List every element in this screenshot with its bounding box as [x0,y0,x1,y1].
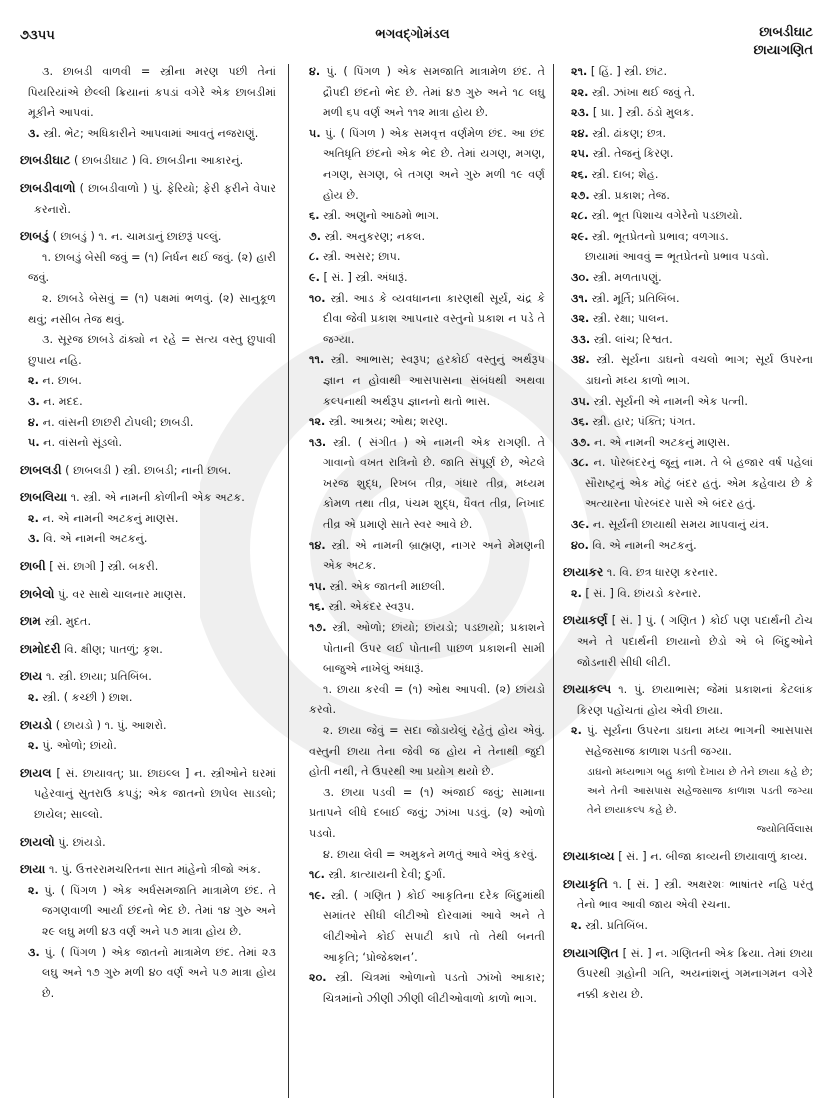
column-3 [563,62,813,1005]
sense-text: પું. ઓળો; છાંયો. [42,739,117,753]
sense-number: ૧૮. [309,868,325,882]
sense-number: ૧૦. [309,291,326,305]
sense-number: ૪૦. [571,538,589,552]
headword: છાયલ [20,765,52,780]
sense-text: પું. ( પિંગળ ) એક જાતનો માત્રામેળ છંદ. તેમાં ૨૩ લઘુ અને ૧૭ ગુરુ મળી ૪૦ વર્ણ અને ૫૭ માત્રા હોય છે. [42,945,276,1000]
column-2 [301,62,545,1009]
sense [28,509,276,530]
idiom-phrase: છાયામાં આવવું = ભૂતપ્રેતનો પ્રભાવ પડવો. [585,250,770,264]
definition-text: ( છાબડીવાળો ) પું. ફેરિયો; ફેરી ફરીને વેપાર કરનારો. [34,181,277,216]
sense-text: વિ. એ નામની અટકનું. [592,538,697,552]
definition-text: [ સં. ] ન. બીજા કાવ્યની છાયાવાળું કાવ્ય. [618,850,808,864]
dictionary-entry [20,639,276,661]
sense-text: સ્ત્રી. ( ગણિત ) કોઈ આકૃતિના દરેક બિંદુમાંથી સમાંતર સીધી લીટીઓ દોરવામાં આવે અને તે લીટીઓને કોઈ સપાટી કાપે તો તેથી બનતી આકૃતિ; ‘પ્રોજેક્શન’. [323,888,546,964]
sense [571,515,813,536]
definition-text: વિ. ક્ષીણ; પાતળું; કૃશ. [64,642,163,656]
sense [309,227,545,248]
sense [28,943,276,1005]
sense [28,392,276,413]
sense-text: સ્ત્રી. મૂર્તિ; પ્રતિબિંબ. [591,291,680,305]
sense [309,62,545,124]
dictionary-entry [20,178,276,220]
headword: છાયાકલ્પ [563,682,612,697]
sense [571,916,813,937]
sense [309,433,545,536]
definition-text: [ સં. ] પું. ( ગણિત ) કોઈ પણ પદાર્થની ટોચ અને તે પદાર્થની છાયાનો છેડો એ બે બિંદુઓને જોડનારી સીધી લીટી. [577,614,813,669]
sense-number: ૩૬. [571,415,589,429]
sense-text: સ્ત્રી. રક્ષા; પાલન. [592,312,669,326]
headword: છાયાકાવ્ય [563,849,615,864]
dictionary-entry [20,666,276,688]
sense [28,881,276,943]
sense-number: ૩૯. [571,518,590,532]
dictionary-entry [20,611,276,633]
sense-number: ૩. [28,945,40,959]
dictionary-entry [20,226,276,248]
sense-text: સ્ત્રી. દાબ; શેહ. [591,167,659,181]
dictionary-entry [20,715,276,737]
sense-number: ૨. [28,739,39,753]
sense [309,865,545,886]
sense-number: ૨. [28,511,39,525]
sense [28,124,276,145]
dictionary-entry [563,679,813,721]
dictionary-entry [20,763,276,826]
sense-text: સ્ત્રી. અનુકરણ; નકલ. [324,229,426,243]
sense [309,618,545,680]
sense-text: ન. વાંસની છાછરી ટોપલી; છાબડી. [42,415,194,429]
sense-text: સ્ત્રી. ભૂત પિશાચ વગેરેનો પડછાયો. [591,209,743,223]
sense [571,330,813,351]
definition-text: [ સં. છાયાવત્; પ્રા. છાઇલ્લ ] ન. સ્ત્રીઓને ઘરમાં પહેરવાનું સુતરાઉ કપડું; એક જાતનો છાપેલ સાડલો; છાયેલ; સાલ્લો. [34,766,276,821]
headword: છાબી [20,559,46,574]
sense-text: સ્ત્રી. ચિત્રમાં ઓળાનો પડતો ઝાંખો આકાર; ચિત્રમાંનો ઝીણી ઝીણી લીટીઓવાળો કાળો ભાગ. [323,971,545,1005]
sense-text: વિ. એ નામની અટકનું. [43,532,148,546]
sense-number: ૩૧. [571,291,589,305]
sense [571,350,813,391]
sense-number: ૩૩. [571,332,591,346]
column-1 [20,62,276,1004]
definition-text: ૧. પું. ઉત્તરરામચરિતના સાત માંહેનો ત્રીજો અંક. [48,863,261,877]
dictionary-entry [563,846,813,868]
dictionary-entry [20,150,276,172]
definition-text: ૧. વિ. છત્ર ધારણ કરનાર. [606,566,718,580]
sense [309,968,545,1009]
sense-number: ૯. [309,270,320,284]
sense-text: પું. ( પિંગળ ) એક સમજાતિ માત્રામેળ છંદ. તે દ્રૌપદી છંદનો ભેદ છે. તેમાં ૪૭ ગુરુ અને ૧૮ લઘુ મળી ૬૫ વર્ણ અને ૧૧૨ માત્રા હોય છે. [323,65,545,120]
column-divider [288,64,289,1098]
sense-text: સ્ત્રી. સૂર્યના ડાઘનો વચલો ભાગ; સૂર્ય ઉપરના ડાઘનો મધ્ય કાળો ભાગ. [585,353,813,387]
sense-text: સ્ત્રી. સૂર્યની એ નામની એક પત્ની. [593,394,748,408]
sense [28,688,276,709]
sense-text: સ્ત્રી. ઢાંકણ; છત્ર. [592,126,667,140]
sense [309,268,545,289]
sense [571,584,813,605]
dictionary-entry [20,584,276,606]
sense [571,268,813,289]
sense-text: પું. ( પિંગળ ) એક અર્ધસમજાતિ માત્રામેળ છંદ. તે જગણવાળી આર્યા છંદનો ભેદ છે. તેમાં ૧૪ ગુરુ અને ૨૯ લઘુ મળી ૪૩ વર્ણ અને ૫૭ માત્રા હોય છે. [42,883,277,938]
sense-text: સ્ત્રી. પ્રતિબિંબ. [585,918,648,932]
headword: છાયલો [20,834,55,849]
dictionary-entry [563,610,813,673]
sense-text: સ્ત્રી. ઝાંખા થઈ જવું તે. [591,85,696,99]
sense [571,227,813,248]
headword: છાયાગણિત [563,945,619,960]
sense [309,350,545,412]
column-divider [553,64,554,1098]
idiom-phrase: ૨. છાયા જેવું = સદા જોડાયેલું રહેતું હોય એવું. વસ્તુની છાયા તેના જેવી જ હોય ને તેનાથી જુદી હોતી નથી, તે ઉપરથી આ પ્રયોગ થયો છે. [309,724,545,779]
sense-text: ન. મદદ. [43,394,83,408]
sense-text: ન. પોરબંદરનું જૂનું નામ. તે બે હજાર વર્ષ પહેલાં સૌરાષ્ટ્રનું એક મોટું બંદર હતું. એમ કહેવાય છે કે અત્યારના પોરબંદર પાસે એ બંદર હતું. [585,456,813,511]
sense-number: ૨૫. [571,147,590,161]
sense [309,247,545,268]
sense-number: ૧૫. [309,579,327,593]
sense-text: સ્ત્રી. આડ કે વ્યવધાનના કારણથી સૂર્ય, ચંદ્ર કે દીવા જેવી પ્રકાશ આપનાર વસ્તુનો પ્રકાશ ન પડે તે જગ્યા. [323,291,545,346]
definition-text: ( છાયડો ) ૧. પું. આશરો. [55,718,167,732]
headword: છાયાકર [563,565,604,580]
sense [571,83,813,104]
sense-number: ૨. [571,918,582,932]
sense-text: સ્ત્રી. એ નામની બ્રાહ્મણ, નાગર અને મેમણની એક અટક. [323,538,545,573]
page-title: ભગવદ્ગોમંડલ [375,27,450,42]
definition-text: ૧. પું. છાયાભાસ; જેમાં પ્રકાશનાં કેટલાંક કિરણ પહોંચતાં હોય એવી છાયા. [577,683,813,717]
definition-text: [ સં. છાગી ] સ્ત્રી. બકરી. [49,560,159,574]
sense-text: પું. ( પિંગળ ) એક સમવૃત્ત વર્ણમેળ છંદ. આ છંદ અતિધૃતિ છંદનો એક ભેદ છે. તેમાં યગણ, મગણ, નગણ, સગણ, બે તગણ અને ગુરુ મળી ૧૯ વર્ણ હોય છે. [323,126,546,202]
sense [571,103,813,124]
sense-text: [ સં. ] સ્ત્રી. અંધારૂં. [323,270,408,284]
sense [309,289,545,351]
definition-text: સ્ત્રી. મુદત. [44,615,92,629]
headword: છાબડું [20,229,49,244]
sense [571,124,813,145]
sense [571,536,813,557]
sense-text: સ્ત્રી. અસર; છાપ. [322,250,401,264]
sense-text: ન. સૂર્યની છાયાથી સમય માપવાનું યંત્ર. [592,518,770,532]
sense-number: ૨. [28,883,39,897]
sense-number: ૩. [28,126,40,140]
dictionary-entry [20,832,276,854]
sense [309,206,545,227]
headword: છાયા [20,862,46,877]
sense-text: સ્ત્રી. કાત્યાયની દેવી; દુર્ગા. [328,868,446,882]
dictionary-entry [563,874,813,916]
sense [309,597,545,618]
guide-word-last: છાયાગણિત [753,43,813,58]
sense [571,62,813,83]
sense-text: ન. એ નામની અટકનું માણસ. [42,511,179,525]
sense-number: ૨૯. [571,229,589,243]
sense-number: ૫. [309,126,321,140]
sense-text: [ પ્રા. ] સ્ત્રી. ઠંડો મુલક. [592,106,694,120]
sense-text: સ્ત્રી. હાર; પંક્તિ; પંગત. [592,415,696,429]
sense [571,721,813,762]
sense [571,412,813,433]
idiom-phrase: ૨. છાબડે બેસવું = (૧) પક્ષમાં ભળવું. (૨) સાનુકૂળ થવું; નસીબ તેજ થવું. [28,291,276,326]
sense-text: ન. વાંસનો સૂંડલો. [43,436,123,450]
definition-text: પું. છાંયડો. [58,835,106,849]
headword: છાબેલો [20,586,55,601]
sense [571,144,813,165]
sense-number: ૨૬. [571,167,589,181]
definition-text: ( છાબલડી ) સ્ત્રી. છાબડી; નાની છાબ. [65,463,232,477]
sense [28,736,276,757]
headword: છાબલિયા [20,490,68,505]
explanatory-note: ડાઘનો મધ્યભાગ બહુ કાળો દેખાય છે તેને છાયા કહે છે; અને તેની આસપાસ સહેજસાજ કાળાશ પડતી જગ્યા તેને છાયાકલ્પ કહે છે. [587,766,813,816]
sense [571,433,813,454]
sense-text: સ્ત્રી. આભાસ; સ્વરૂપ; હરકોઈ વસ્તુનું અર્થરૂપ જ્ઞાન ન હોવાથી આસપાસના સંબંધથી અથવા કલ્પનાથી અર્થરૂપ જ્ઞાનનો થતો ભાસ. [323,353,545,408]
sense-number: ૩૫. [571,394,591,408]
sense-text: સ્ત્રી. તેજનું કિરણ. [592,147,674,161]
headword: છામોદરી [20,641,61,656]
definition-text: ૧. [ સં. ] સ્ત્રી. અક્ષરશઃ ભાષાંતર નહિ પરંતુ તેનો ભાવ આવી જાય એવી રચના. [577,877,814,912]
sense-number: ૧૩. [309,435,327,449]
sense-number: ૨. [571,586,582,600]
sense-text: ન. છાબ. [42,374,82,388]
headword: છાબડીવાળો [20,180,76,195]
sense-text: સ્ત્રી. ઓળો; છાંયો; છાંયડો; પડછાયો; પ્રકાશને પોતાની ઉપર લઈ પોતાની પાછળ પ્રકાશની સામી બાજુએ નાખેલું અંધારૂં. [323,621,545,676]
sense-number: ૫. [28,436,40,450]
sense [571,165,813,186]
definition-text: ( છાબડું ) ૧. ન. ચામડાનું છાછરૂં પલ્લું. [52,230,222,244]
dictionary-entry [20,556,276,578]
idiom-phrase: ૧. છાયા કરવી = (૧) ઓથ આપવી. (૨) છાંયડો કરવો. [309,682,545,717]
sense-number: ૮. [309,250,320,264]
headword: છાબડીઘાટ [20,153,71,168]
sense-number: ૩૭. [571,435,591,449]
sense [309,536,545,577]
sense-number: ૧૪. [309,538,326,552]
sense-number: ૩૪. [571,353,590,367]
sense-number: ૩. [28,394,40,408]
sense-text: સ્ત્રી. લાંચ; રિશ્વત. [593,332,673,346]
sense-number: ૨૭. [571,188,590,202]
sense-text: સ્ત્રી. મળતાપણું. [593,270,662,284]
headword: છાયાકર્ણ [563,613,608,628]
sense [571,453,813,515]
dictionary-entry [20,460,276,482]
sense-text: સ્ત્રી. ભેટ; અધિકારીને આપવામાં આવતું નજરાણું. [43,126,259,140]
sense-number: ૧૯. [309,888,326,902]
sense-number: ૨૨. [571,85,589,99]
sense-number: ૪. [309,65,321,78]
sense [28,529,276,550]
sense-text: સ્ત્રી. પ્રકાશ; તેજ. [593,188,670,202]
dictionary-entry [563,943,813,1006]
sense-text: સ્ત્રી. ( સંગીત ) એ નામની એક રાગણી. તે ગાવાનો વખત રાત્રિનો છે. જાતિ સંપૂર્ણ છે, એટલે ખરજ શુદ્ધ, રિખબ તીવ્ર, ગંધાર તીવ્ર, મધ્યમ કોમળ તથા તીવ્ર, પંચમ શુદ્ધ, ધૈવત તીવ્ર, નિખાદ તીવ્ર એ પ્રમાણે સાતે સ્વર આવે છે. [323,435,545,532]
idiom-phrase: ૩. સૂરજ છાબડે ઢાંક્યો ન રહે = સત્ય વસ્તુ છુપાવી છુપાય નહિ. [28,333,276,367]
sense-number: ૨૮. [571,209,588,223]
sense-number: ૧૭. [309,621,327,635]
idiom-phrase: ૩. છાયા પડવી = (૧) અંજાઈ જવું; સામાના પ્રતાપને લીધે દબાઈ જવું; ઝાંખા પડવું. (૨) ઓળો પડવો. [309,785,545,840]
headword: છાયાકૃતિ [563,876,608,891]
source-citation: જ્યોતિર્વિલાસ [756,823,813,835]
sense-number: ૧૧. [309,353,325,367]
sense-number: ૧૬. [309,600,325,614]
sense [571,309,813,330]
dictionary-entry [20,487,276,509]
sense [28,433,276,454]
sense-text: સ્ત્રી. ભૂતપ્રેતનો પ્રભાવ; વળગાડ. [592,229,729,243]
headword: છાબલડી [20,462,62,477]
page-number: ૭૩૫૫ [20,28,55,43]
sense-number: ૩૮. [571,456,589,470]
sense-number: ૨. [28,374,39,388]
sense-number: ૨૩. [571,106,590,120]
guide-words [754,24,813,60]
idiom-phrase: ૧. છાબડું બેસી જવું = (૧) નિર્ધન થઈ જવું. (૨) હારી જવું. [28,250,276,285]
sense [571,206,813,227]
sense [309,412,545,433]
sense-text: પું. સૂર્યના ઉપરના ડાઘના મધ્ય ભાગની આસપાસ સહેજસાજ કાળાશ પડતી જગ્યા. [585,724,813,758]
headword: છાય [20,669,43,684]
sense-number: ૪. [28,415,40,429]
definition-text: પું. વર સાથે ચાલનાર માણસ. [58,587,187,601]
idiom-phrase: ૪. છાયા લેવી = અમુકને મળતું આવે એવું કરવું. [323,847,538,861]
definition-text: ( છાબડીઘાટ ) વિ. છાબડીના આકારનું. [73,154,244,168]
sense-text: સ્ત્રી. ( કચ્છી ) છાશ. [42,691,133,705]
sense-number: ૨. [28,691,39,705]
sense-text: સ્ત્રી. એક જાતની માછલી. [329,579,446,593]
dictionary-entry [20,859,276,881]
sense [309,577,545,598]
sense [571,186,813,207]
headword: છામ [20,614,42,629]
sense [571,289,813,310]
sense-number: ૨૦. [309,971,327,985]
sense-number: ૩. [28,532,40,546]
dictionary-entry [563,562,813,584]
guide-word-first: છાબડીઘાટ [759,25,813,40]
sense-number: ૨. [571,724,582,738]
sense-text: સ્ત્રી. એકંદર સ્વરૂપ. [328,600,415,614]
idiom-phrase: ૩. છાબડી વાળવી = સ્ત્રીના મરણ પછી તેનાં પિયરિયાંએ છેલ્લી ક્રિયાનાં કપડાં વગેરે એક છાબડીમાં મૂકીને આપવાં. [28,65,276,120]
sense-text: સ્ત્રી. અણુનો આઠમો ભાગ. [323,209,440,223]
sense [571,392,813,413]
sense-number: ૩૨. [571,312,590,326]
sense-text: [ હિં. ] સ્ત્રી. છાંટ. [590,65,668,78]
sense-number: ૨૧. [571,65,588,78]
sense-number: ૬. [309,209,320,223]
sense [28,371,276,392]
sense-number: ૩૦. [571,270,590,284]
sense-number: ૧૨. [309,415,326,429]
sense-number: ૨૪. [571,126,589,140]
sense-text: સ્ત્રી. આશ્રય; ઓથ; શરણ. [328,415,448,429]
sense-number: ૭. [309,229,322,243]
page-header [0,0,825,60]
sense [28,413,276,434]
sense [309,886,545,968]
definition-text: ૧. સ્ત્રી. છાયા; પ્રતિબિંબ. [45,670,152,684]
headword: છાયડો [20,717,53,732]
definition-text: ૧. સ્ત્રી. એ નામની કોળીની એક અટક. [70,491,245,505]
definition-text: [ સં. ] ન. ગણિતની એક ક્રિયા. તેમાં છાયા ઉપરથી ગ્રહોની ગતિ, અયનાંશનું ગમનાગમન વગેરે નક્કી કરાય છે. [577,946,813,1001]
sense-text: ન. એ નામની અટકનું માણસ. [594,435,731,449]
sense-text: [ સં. ] વિ. છાંયડો કરનાર. [585,586,702,600]
sense [309,124,545,206]
